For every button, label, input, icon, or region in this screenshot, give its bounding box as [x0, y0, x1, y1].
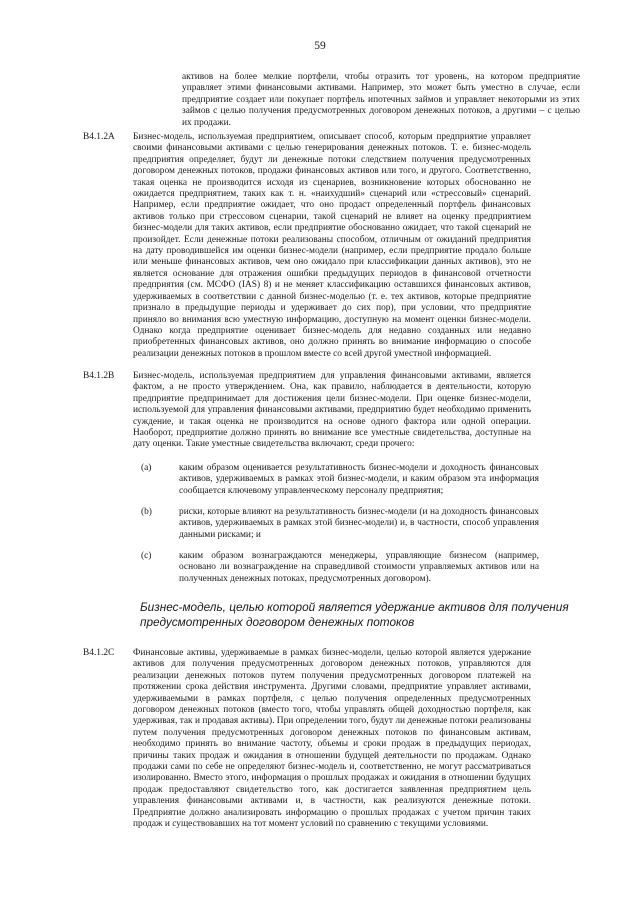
paragraph-text: Финансовые активы, удерживаемые в рамках бизнес-модели, целью которой является удержание активов для получения предусмотренных договором денежных потоков, управляются для реализации денежных потоков путем получения предусмотренных договором платежей на протяжении срока действия инструмента. Другими словами, предприятие управляет активами, удерживаемыми в рамках портфеля, с целью получения определенных предусмотренных договором денежных потоков (вместо того, чтобы управлять общей доходностью портфеля, как удерживая, так и продавая активы). При определении того, будут ли денежные потоки реализованы путем получения предусмотренных договором денежных потоков по финансовым активам, необходимо принять во внимание частоту, объемы и сроки продаж в предыдущих периодах, причины таких продаж и ожидания в отношении будущей деятельности по продажам. Однако продажи сами по себе не определяют бизнес-модель и, соответственно, не могут рассматриваться изолированно. Вместо этого, информация о прошлых продажах и ожидания в отношении будущих продаж предоставляют свидетельство того, как достигается заявленная предприятием цель управления финансовыми активами и, в частности, как реализуются денежные потоки. Предприятие должно анализировать информацию о прошлых продажах с учетом причин таких продаж и существовавших на тот момент условий по сравнению с текущими условиями.	[133, 648, 531, 830]
paragraph-code: B4.1.2B	[83, 371, 115, 381]
list-item-marker: (c)	[141, 551, 152, 561]
section-heading: Бизнес-модель, целью которой является удержание активов для получения предусмотренных договором денежных потоков	[140, 600, 569, 629]
page-number: 59	[314, 40, 326, 52]
list-item-text: каким образом оценивается результативность бизнес-модели и доходность финансовых активов, удерживаемых в рамках этой бизнес-модели, и каким образом эта информация сообщается ключевому управленческому персоналу предприятия;	[179, 463, 539, 496]
paragraph-code: B4.1.2C	[83, 648, 115, 658]
list-item-text: риски, которые влияют на результативность бизнес-модели (и на доходность финансовых активов, удерживаемых в рамках этой бизнес-модели) и, в частности, способ управления данными рисками; и	[179, 507, 539, 540]
intro-paragraph: активов на более мелкие портфели, чтобы отразить тот уровень, на котором предприятие управляет этими финансовыми активами. Например, это может быть уместно в случае, если предприятие создает или покупает портфель ипотечных займов и управляет некоторыми из этих займов с целью получения предусмотренных договором денежных потоков, а другими – с целью их продажи.	[182, 72, 580, 128]
paragraph-text: Бизнес-модель, используемая предприятием, описывает способ, которым предприятие управляет своими финансовыми активами с целью генерирования денежных потоков. Т. е. бизнес-модель предприятия определяет, будут ли денежные потоки следствием получения предусмотренных договором денежных потоков, продажи финансовых активов или того, и другого. Соответственно, такая оценка не производится исходя из сценариев, возникновение которых обоснованно не ожидается предприятием, таких как т. н. «наихудший» сценарий или «стрессовый» сценарий. Например, если предприятие ожидает, что оно продаст определенный портфель финансовых активов только при стрессовом сценарии, такой сценарий не влияет на оценку предприятием бизнес-модели для таких активов, если предприятие обоснованно ожидает, что такой сценарий не произойдет. Если денежные потоки реализованы способом, отличным от ожиданий предприятия на дату проводившейся им оценки бизнес-модели (например, если предприятие продало больше или меньше финансовых активов, чем оно ожидало при классификации данных активов), это не является основание для отражения ошибки предыдущих периодов в финансовой отчетности предприятия (см. МСФО (IAS) 8) и не меняет классификацию оставшихся финансовых активов, удерживаемых в соответствии с данной бизнес-моделью (т. е. тех активов, которые предприятие признало в предыдущие периоды и удерживает до сих пор), при условии, что предприятие приняло во внимания всю уместную информацию, доступную на момент оценки бизнес-модели. Однако когда предприятие оценивает бизнес-модель для недавно созданных или недавно приобретенных финансовых активов, оно должно принять во внимание информацию о способе реализации денежных потоков в прошлом вместе со всей другой уместной информацией.	[133, 132, 531, 359]
paragraph-text: Бизнес-модель, используемая предприятием для управления финансовыми активами, является фактом, а не просто утверждением. Она, как правило, наблюдается в деятельности, которую предприятие предпринимает для достижения цели бизнес-модели. При оценке бизнес-модели, используемой для управления финансовыми активами, предприятию будет необходимо применить суждение, и такая оценка не производится на основе одного фактора или одной операции. Наоборот, предприятие должно принять во внимание все уместные свидетельства, доступные на дату оценки. Такие уместные свидетельства включают, среди прочего:	[133, 371, 531, 450]
list-item-text: каким образом вознаграждаются менеджеры, управляющие бизнесом (например, основано ли вознаграждение на справедливой стоимости управляемых активов или на полученных денежных потоках, предусмотренных договором).	[179, 551, 539, 584]
list-item-marker: (a)	[141, 463, 152, 473]
list-item-marker: (b)	[141, 507, 152, 517]
paragraph-code: B4.1.2A	[83, 132, 115, 142]
